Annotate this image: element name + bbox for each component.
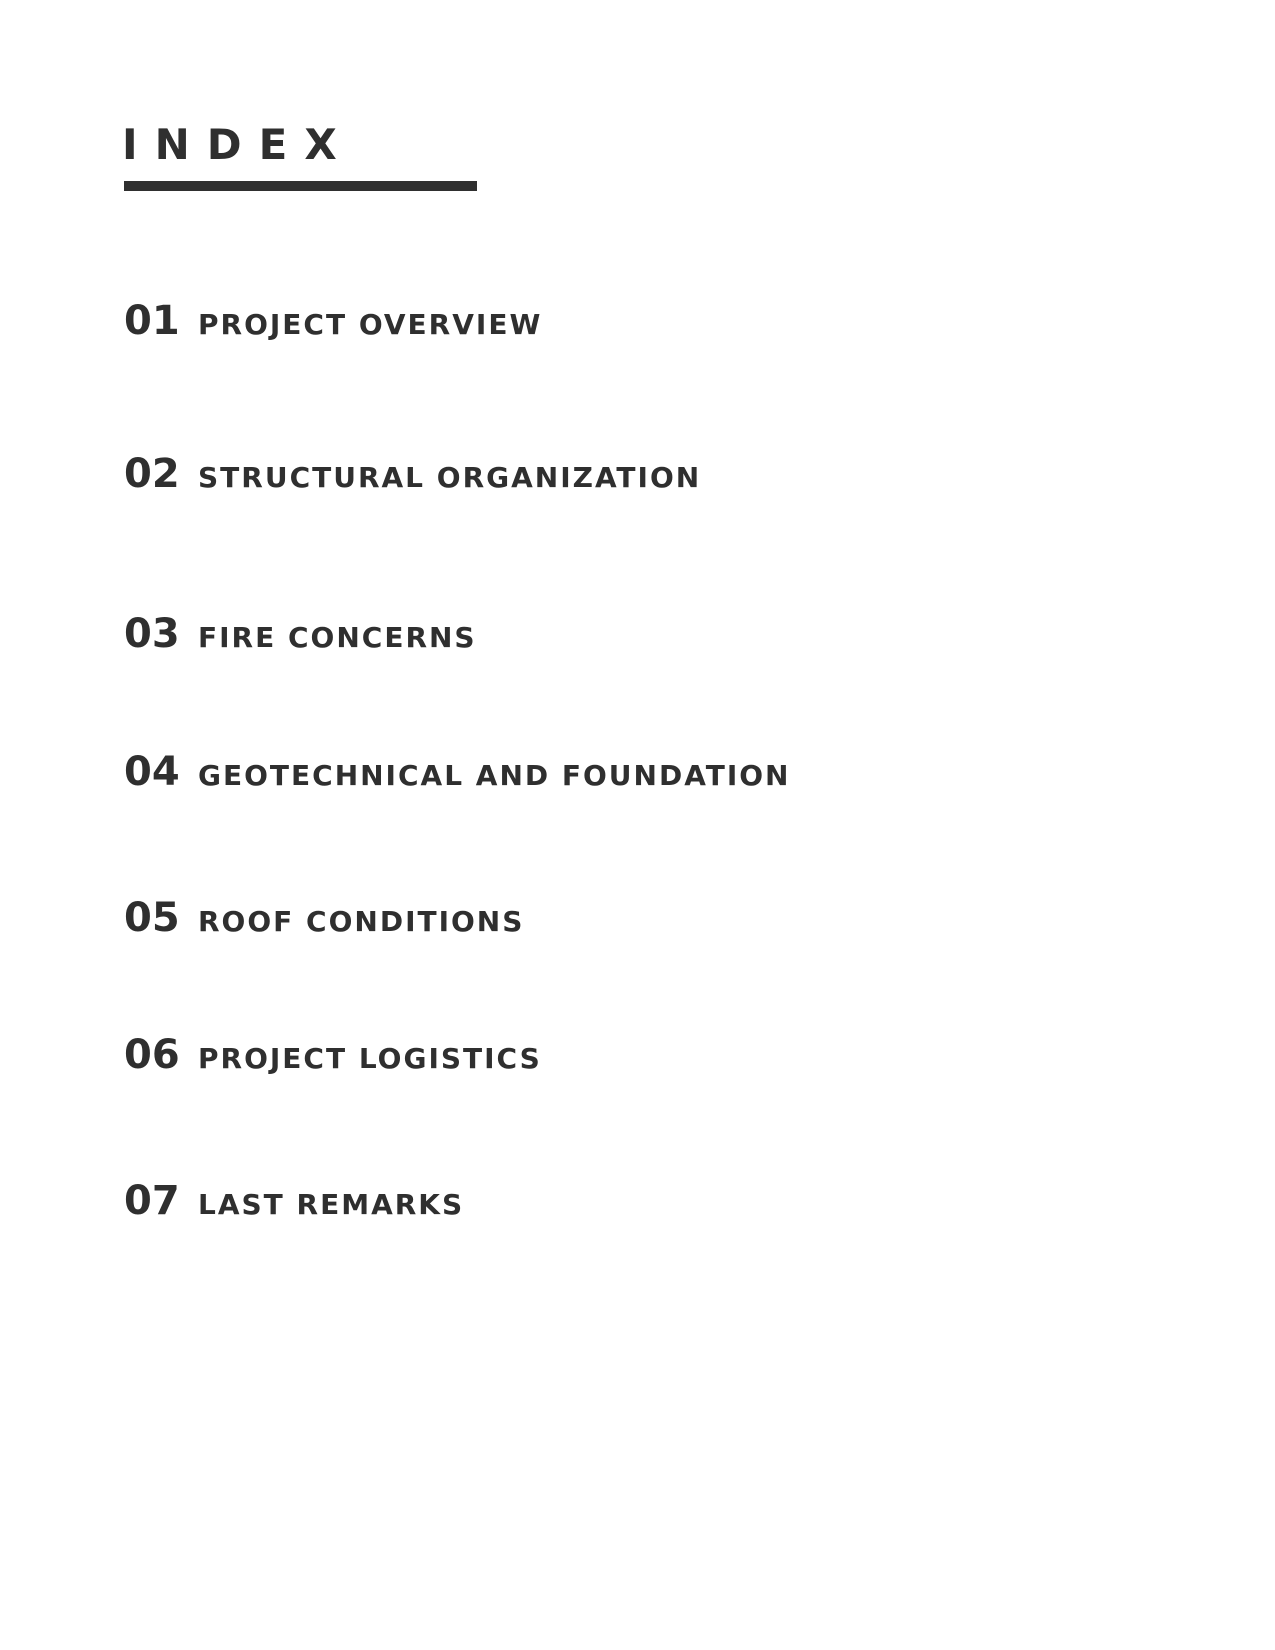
toc-item-number: 07 [124, 1178, 180, 1224]
toc-item-label: STRUCTURAL ORGANIZATION [198, 461, 702, 494]
toc-item-label: FIRE CONCERNS [198, 621, 477, 654]
toc-item-number: 03 [124, 611, 180, 657]
toc-item-label: PROJECT LOGISTICS [198, 1042, 542, 1075]
toc-item-number: 01 [124, 298, 180, 344]
toc-item-number: 02 [124, 451, 180, 497]
toc-item-label: LAST REMARKS [198, 1188, 465, 1221]
toc-item-last-remarks [124, 1178, 465, 1224]
title-underline [124, 181, 477, 191]
toc-item-project-logistics [124, 1032, 542, 1078]
toc-item-number: 04 [124, 749, 180, 795]
toc-item-fire-concerns [124, 611, 477, 657]
toc-item-structural-organization [124, 451, 702, 497]
toc-item-roof-conditions [124, 895, 525, 941]
toc-item-number: 06 [124, 1032, 180, 1078]
toc-item-project-overview [124, 298, 543, 344]
toc-item-geotechnical-and-foundation [124, 749, 791, 795]
toc-item-label: ROOF CONDITIONS [198, 905, 525, 938]
page-title: INDEX [122, 120, 354, 169]
toc-item-label: GEOTECHNICAL AND FOUNDATION [198, 759, 791, 792]
toc-item-number: 05 [124, 895, 180, 941]
toc-item-label: PROJECT OVERVIEW [198, 308, 543, 341]
